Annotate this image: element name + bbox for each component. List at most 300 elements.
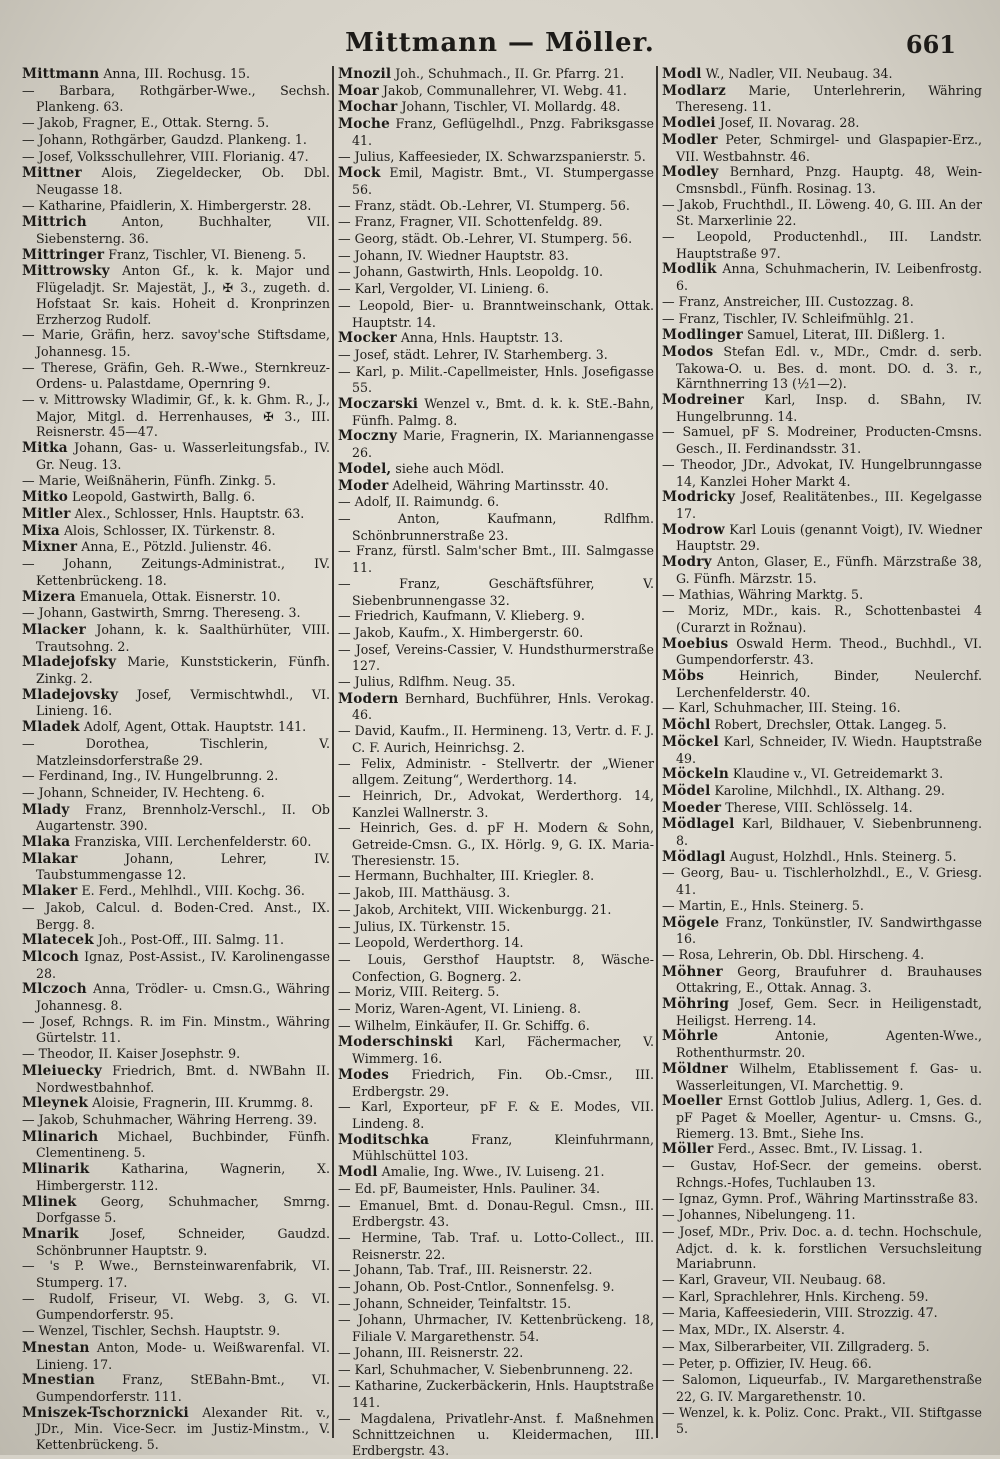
- directory-entry: [662, 311, 982, 328]
- directory-entry: [338, 231, 654, 248]
- directory-entry: [338, 1262, 654, 1279]
- directory-entry: [22, 327, 330, 359]
- directory-entry: [338, 511, 654, 543]
- entry-details: Wilhelm, Etablissement f. Gas- u. Wasserleitungen, VI. Marchettig. 9.: [676, 1060, 982, 1093]
- entry-details: — Adolf, II. Raimundg. 6.: [338, 494, 500, 510]
- entry-surname: Mittringer: [22, 246, 105, 263]
- entry-surname: Mlacker: [22, 621, 86, 638]
- entry-details: Klaudine v., VI. Getreidemarkt 3.: [728, 766, 944, 782]
- entry-surname: Moczny: [338, 428, 398, 445]
- entry-surname: Moeder: [662, 799, 722, 816]
- entry-details: — Leopold, Bier- u. Branntweinschank, Ottak. Hauptstr. 14.: [338, 297, 654, 330]
- directory-entry: [338, 1312, 654, 1344]
- entry-surname: Möckeln: [662, 766, 729, 783]
- entry-details: — Moriz, VIII. Reiterg. 5.: [338, 984, 500, 1000]
- directory-entry: [22, 1291, 330, 1323]
- directory-entry: [662, 783, 982, 800]
- directory-entry: [22, 851, 330, 883]
- entry-details: Karl, Schneider, IV. Wiedn. Hauptstraße 49.: [676, 733, 982, 766]
- entry-details: Franz, Tonkünstler, IV. Sandwirthgasse 16.: [676, 914, 982, 947]
- entry-details: Heinrich, Binder, Neulerchf. Lerchenfelderstr. 40.: [676, 668, 982, 700]
- directory-entry: [338, 364, 654, 396]
- entry-details: — Jakob, Fragner, E., Ottak. Sterng. 5.: [22, 115, 270, 131]
- entry-surname: Mitler: [22, 505, 71, 522]
- entry-details: Friedrich, Fin. Ob.-Cmsr., III. Erdbergstr. 29.: [352, 1066, 654, 1099]
- entry-details: Peter, Schmirgel- und Glaspapier-Erz., VII. Westbahnstr. 46.: [676, 131, 982, 164]
- directory-entry: [662, 915, 982, 947]
- directory-entry: [22, 506, 330, 523]
- entry-details: Joh., Post-Off., III. Salmg. 11.: [93, 932, 284, 948]
- entry-details: — Marie, Weißnäherin, Fünfh. Zinkg. 5.: [22, 472, 277, 488]
- directory-entry: [338, 788, 654, 820]
- directory-entry: [662, 1141, 982, 1158]
- entry-surname: Mleynek: [22, 1095, 89, 1112]
- entry-details: Adolf, Agent, Ottak. Hauptstr. 141.: [79, 719, 307, 735]
- entry-details: — Theodor, JDr., Advokat, IV. Hungelbrunngasse 14, Kanzlei Hoher Markt 4.: [662, 456, 982, 489]
- directory-entry: [338, 642, 654, 674]
- entry-details: Ernst Gottlob Julius, Adlerg. 1, Ges. d. pF Paget & Moeller, Agentur- u. Cmsns. G., Riemerg. 13. Bmt., Siehe Ins.: [676, 1093, 982, 1141]
- directory-entry: [338, 984, 654, 1001]
- directory-entry: [338, 198, 654, 215]
- entry-details: Alex., Schlosser, Hnls. Hauptstr. 63.: [70, 505, 305, 521]
- entry-details: — Johann, Schneider, Teinfaltstr. 15.: [338, 1295, 572, 1311]
- directory-entry: [338, 1198, 654, 1230]
- entry-surname: Modricky: [662, 489, 736, 506]
- directory-entry: [662, 66, 982, 83]
- entry-details: — Georg, städt. Ob.-Lehrer, VI. Stumperg. 56.: [338, 231, 633, 247]
- directory-entry: [22, 1112, 330, 1129]
- directory-entry: [22, 556, 330, 588]
- directory-entry: [662, 327, 982, 344]
- directory-entry: [22, 1014, 330, 1046]
- directory-entry: [338, 149, 654, 166]
- entry-details: Karl, Bildhauer, V. Siebenbrunneng. 8.: [676, 816, 982, 849]
- directory-entry: [22, 247, 330, 264]
- directory-entry: [662, 1305, 982, 1322]
- entry-surname: Moche: [338, 116, 390, 133]
- directory-entry: [338, 347, 654, 364]
- entry-details: — Wenzel, Tischler, Sechsh. Hauptstr. 9.: [22, 1323, 281, 1339]
- entry-details: Franz, Tischler, VI. Bieneng. 5.: [104, 246, 307, 262]
- entry-details: Jakob, Communallehrer, VI. Webg. 41.: [378, 82, 627, 98]
- entry-details: Alois, Ziegeldecker, Ob. Dbl. Neugasse 18.: [36, 165, 330, 197]
- directory-entry: [22, 1095, 330, 1112]
- entry-surname: Moar: [338, 82, 379, 99]
- directory-entry: [338, 674, 654, 691]
- entry-details: Michael, Buchbinder, Fünfh. Clementineng. 5.: [36, 1128, 330, 1161]
- directory-entry: [22, 115, 330, 132]
- entry-details: Therese, VIII. Schlösselg. 14.: [721, 799, 913, 815]
- entry-details: Karl, Fächermacher, V. Wimmerg. 16.: [352, 1034, 654, 1067]
- directory-entry: [662, 1372, 982, 1404]
- entry-surname: Mlczoch: [22, 981, 87, 998]
- entry-details: Karoline, Milchhdl., IX. Althang. 29.: [710, 782, 945, 798]
- entry-surname: Mladek: [22, 719, 80, 736]
- entry-details: — Friedrich, Kaufmann, V. Klieberg. 9.: [338, 608, 585, 624]
- entry-surname: Mlinarich: [22, 1128, 99, 1145]
- directory-entry: [22, 1323, 330, 1340]
- column-divider: [332, 66, 334, 1438]
- entry-surname: Mixner: [22, 539, 78, 556]
- entry-details: Joh., Schuhmach., II. Gr. Pfarrg. 21.: [391, 66, 625, 81]
- entry-surname: Mlaker: [22, 883, 78, 900]
- directory-entry: [22, 1226, 330, 1258]
- entry-surname: Mlatecek: [22, 932, 94, 949]
- directory-entry: [662, 717, 982, 734]
- directory-entry: [662, 1224, 982, 1272]
- entry-surname: Mocker: [338, 330, 397, 347]
- directory-entry: [338, 820, 654, 868]
- entry-details: Franz, StEBahn-Bmt., VI. Gumpendorferstr. 111.: [36, 1372, 330, 1404]
- directory-entry: [338, 478, 654, 495]
- directory-entry: [22, 719, 330, 736]
- entry-details: Robert, Drechsler, Ottak. Langeg. 5.: [710, 717, 947, 733]
- entry-details: Amalie, Ing. Wwe., IV. Luiseng. 21.: [377, 1164, 605, 1180]
- directory-entry: [338, 935, 654, 952]
- entry-surname: Mizera: [22, 588, 76, 605]
- column-1: [22, 66, 330, 1453]
- entry-details: — 's P. Wwe., Bernsteinwarenfabrik, VI. Stumperg. 17.: [22, 1258, 330, 1291]
- entry-details: — Franz, Anstreicher, III. Custozzag. 8.: [662, 293, 914, 309]
- entry-surname: Mlinek: [22, 1193, 77, 1210]
- entry-surname: Mnestian: [22, 1372, 95, 1389]
- entry-details: — Franz, Geschäftsführer, V. Siebenbrunnengasse 32.: [338, 575, 654, 608]
- entry-surname: Moeller: [662, 1093, 723, 1110]
- entry-surname: Mittner: [22, 165, 82, 182]
- entry-details: — Felix, Administr. - Stellvertr. der „Wiener allgem. Zeitung“, Werderthorg. 14.: [338, 755, 654, 788]
- directory-entry: [338, 461, 654, 478]
- directory-entry: [22, 539, 330, 556]
- directory-entry: [338, 1411, 654, 1459]
- entry-surname: Mitka: [22, 440, 68, 457]
- directory-entry: [22, 1194, 330, 1226]
- directory-entry: [662, 83, 982, 115]
- directory-entry: [22, 932, 330, 949]
- entry-details: — Therese, Gräfin, Geh. R.-Wwe., Sternkreuz-Ordens- u. Palastdame, Opernring 9.: [22, 359, 330, 392]
- entry-details: — Samuel, pF S. Modreiner, Producten-Cmsns. Gesch., II. Ferdinandsstr. 31.: [662, 424, 982, 457]
- entry-details: Franz, Kleinfuhrmann, Mühlschüttel 103.: [352, 1131, 654, 1164]
- entry-details: — Heinrich, Ges. d. pF H. Modern & Sohn, Getreide-Cmsn. G., IX. Hörlg. 9, G. IX. Maria-Theresienstr. 15.: [338, 820, 654, 868]
- directory-entry: [22, 1340, 330, 1372]
- entry-surname: Mittrich: [22, 214, 87, 231]
- directory-entry: [22, 473, 330, 490]
- entry-details: Emanuela, Ottak. Eisnerstr. 10.: [75, 588, 281, 604]
- entry-details: — Johann, III. Reisnerstr. 22.: [338, 1344, 524, 1360]
- entry-details: — Barbara, Rothgärber-Wwe., Sechsh. Plankeng. 63.: [22, 82, 330, 115]
- entry-surname: Mlady: [22, 801, 70, 818]
- entry-details: — Johann, IV. Wiedner Hauptstr. 83.: [338, 247, 569, 263]
- entry-surname: Modrow: [662, 521, 725, 538]
- entry-details: — Julius, Kaffeesieder, IX. Schwarzspanierstr. 5.: [338, 148, 646, 164]
- directory-entry: [662, 424, 982, 456]
- directory-entry: [338, 83, 654, 100]
- entry-details: — Josef, Vereins-Cassier, V. Hundsthurmerstraße 127.: [338, 641, 654, 674]
- entry-details: Johann, Lehrer, IV. Taubstummengasse 12.: [36, 850, 330, 883]
- directory-entry: [338, 165, 654, 197]
- directory-entry: [338, 543, 654, 575]
- entry-details: Franziska, VIII. Lerchenfelderstr. 60.: [70, 834, 312, 850]
- directory-entry: [662, 1061, 982, 1093]
- entry-details: — Wilhelm, Einkäufer, II. Gr. Schiffg. 6.: [338, 1017, 590, 1033]
- directory-entry: [338, 330, 654, 347]
- entry-surname: Modl: [338, 1164, 378, 1181]
- entry-surname: Möbs: [662, 668, 705, 685]
- entry-surname: Moczarski: [338, 396, 419, 413]
- entry-details: — Mathias, Währing Marktg. 5.: [662, 586, 864, 602]
- directory-entry: [22, 1161, 330, 1193]
- entry-details: Josef, II. Novarag. 28.: [715, 115, 860, 131]
- entry-details: Johann, Gas- u. Wasserleitungsfab., IV. Gr. Neug. 13.: [36, 440, 330, 472]
- page-header: [0, 28, 1000, 68]
- directory-entry: [662, 947, 982, 964]
- directory-entry: [338, 902, 654, 919]
- directory-entry: [22, 165, 330, 197]
- directory-entry: [22, 1405, 330, 1453]
- entry-details: — Johannes, Nibelungeng. 11.: [662, 1207, 856, 1223]
- directory-entry: [662, 668, 982, 700]
- entry-details: — Franz, Fragner, VII. Schottenfeldg. 89.: [338, 214, 603, 230]
- entry-details: Emil, Magistr. Bmt., VI. Stumpergasse 56.: [352, 165, 654, 197]
- entry-surname: Modl: [662, 66, 702, 82]
- entry-surname: Modry: [662, 554, 712, 571]
- directory-entry: [22, 883, 330, 900]
- entry-details: Oswald Herm. Theod., Buchhdl., VI. Gumpendorferstr. 43.: [676, 635, 982, 668]
- entry-details: Friedrich, Bmt. d. NWBahn II. Nordwestbahnhof.: [36, 1062, 330, 1095]
- directory-entry: [662, 700, 982, 717]
- directory-entry: [338, 1296, 654, 1313]
- directory-entry: [338, 1230, 654, 1262]
- entry-details: — Katharine, Zuckerbäckerin, Hnls. Hauptstraße 141.: [338, 1378, 654, 1410]
- directory-entry: [22, 834, 330, 851]
- entry-details: — Karl, Exporteur, pF F. & E. Modes, VII. Lindeng. 8.: [338, 1099, 654, 1131]
- entry-details: — Salomon, Liqueurfab., IV. Margarethenstraße 22, G. IV. Margarethenstr. 10.: [662, 1372, 982, 1404]
- directory-entry: [338, 1279, 654, 1296]
- directory-entry: [662, 603, 982, 635]
- directory-entry: [338, 1181, 654, 1198]
- entry-details: — Johann, Ob. Post-Cntlor., Sonnenfelsg. 9.: [338, 1279, 615, 1295]
- directory-entry: [22, 687, 330, 719]
- entry-details: Anna, III. Rochusg. 15.: [99, 66, 250, 81]
- directory-entry: [662, 1272, 982, 1289]
- directory-entry: [22, 1129, 330, 1161]
- entry-details: Karl, Insp. d. SBahn, IV. Hungelbrunng. 14.: [676, 392, 982, 424]
- entry-surname: Modern: [338, 690, 399, 707]
- entry-details: — Max, MDr., IX. Alserstr. 4.: [662, 1322, 845, 1338]
- entry-details: — Moriz, Waren-Agent, VI. Linieng. 8.: [338, 1001, 582, 1017]
- directory-entry: [662, 457, 982, 489]
- directory-entry: [338, 1164, 654, 1181]
- entry-details: — Johann, Rothgärber, Gaudzd. Plankeng. 1.: [22, 131, 307, 147]
- entry-details: — Josef, Volksschullehrer, VIII. Florianig. 47.: [22, 148, 309, 164]
- entry-details: — Magdalena, Privatlehr-Anst. f. Maßnehmen Schnittzeichnen u. Kleidermachen, III. Erdbergstr. 43.: [338, 1410, 654, 1459]
- entry-surname: Modlei: [662, 115, 716, 132]
- entry-details: — Rosa, Lehrerin, Ob. Dbl. Hirscheng. 4.: [662, 946, 925, 962]
- directory-entry: [662, 1356, 982, 1373]
- entry-details: — Maria, Kaffeesiederin, VIII. Strozzig. 47.: [662, 1305, 938, 1321]
- entry-details: Samuel, Literat, III. Dißlerg. 1.: [742, 327, 946, 343]
- entry-details: — Johann, Schneider, IV. Hechteng. 6.: [22, 784, 265, 800]
- entry-details: — Peter, p. Offizier, IV. Heug. 66.: [662, 1355, 872, 1371]
- entry-details: Anna, Hnls. Hauptstr. 13.: [396, 330, 564, 346]
- directory-entry: [22, 654, 330, 686]
- directory-entry: [338, 66, 654, 83]
- entry-details: — Josef, städt. Lehrer, IV. Starhemberg. 3.: [338, 346, 608, 362]
- directory-entry: [338, 99, 654, 116]
- directory-entry: [338, 1132, 654, 1164]
- entry-details: — Wenzel, k. k. Poliz. Conc. Prakt., VII. Stiftgasse 5.: [662, 1404, 982, 1437]
- directory-entry: [338, 214, 654, 231]
- directory-entry: [662, 766, 982, 783]
- directory-entry: [22, 263, 330, 327]
- entry-details: Stefan Edl. v., MDr., Cmdr. d. serb. Takowa-O. u. Bes. d. mont. DO. d. 3. r., Kärnthnerring 13 (½1—2).: [676, 343, 982, 392]
- entry-surname: Mlinarik: [22, 1161, 90, 1178]
- entry-surname: Mnestan: [22, 1339, 90, 1356]
- entry-surname: Mögele: [662, 914, 720, 931]
- directory-entry: [662, 522, 982, 554]
- directory-entry: [662, 1289, 982, 1306]
- directory-entry: [22, 1372, 330, 1404]
- directory-entry: [662, 132, 982, 164]
- entry-details: — Katharine, Pfaidlerin, X. Himbergerstr. 28.: [22, 197, 312, 213]
- entry-details: — Karl, Vergolder, VI. Linieng. 6.: [338, 281, 550, 297]
- directory-entry: [22, 736, 330, 768]
- entry-details: — Jakob, Schuhmacher, Währing Herreng. 39.: [22, 1112, 317, 1127]
- entry-details: — Jakob, III. Matthäusg. 3.: [338, 885, 511, 901]
- directory-entry: [22, 802, 330, 834]
- directory-entry: [662, 392, 982, 424]
- entry-details: — Anton, Kaufmann, Rdlfhm. Schönbrunnerstraße 23.: [338, 510, 654, 543]
- entry-details: — Johann, Uhrmacher, IV. Kettenbrückeng. 18, Filiale V. Margarethenstr. 54.: [338, 1312, 654, 1345]
- entry-surname: Mniszek-Tschorznicki: [22, 1404, 189, 1421]
- directory-entry: [338, 1378, 654, 1410]
- directory-entry: [338, 952, 654, 984]
- entry-details: — Theodor, II. Kaiser Josephstr. 9.: [22, 1046, 241, 1062]
- entry-surname: Mlcoch: [22, 948, 79, 965]
- entry-surname: Mnarik: [22, 1225, 79, 1242]
- directory-entry: [662, 1339, 982, 1356]
- directory-entry: [662, 849, 982, 866]
- entry-details: — Georg, Bau- u. Tischlerholzhdl., E., V. Griesg. 41.: [662, 865, 982, 898]
- directory-entry: [22, 900, 330, 932]
- entry-details: — Rudolf, Friseur, VI. Webg. 3, G. VI. Gumpendorferstr. 95.: [22, 1290, 330, 1323]
- directory-entry: [22, 622, 330, 654]
- directory-entry: [662, 800, 982, 817]
- entry-surname: Modlik: [662, 261, 717, 278]
- directory-entry: [338, 919, 654, 936]
- entry-details: — Max, Silberarbeiter, VII. Zillgraderg. 5.: [662, 1338, 930, 1354]
- entry-details: Josef, Gem. Secr. in Heiligenstadt, Heiligst. Herreng. 14.: [676, 996, 982, 1028]
- directory-entry: [22, 1258, 330, 1290]
- entry-details: — Emanuel, Bmt. d. Donau-Regul. Cmsn., III. Erdbergstr. 43.: [338, 1197, 654, 1230]
- directory-entry: [662, 294, 982, 311]
- directory-entry: [22, 1046, 330, 1063]
- entry-surname: Mixa: [22, 522, 60, 539]
- entry-details: — Josef, Rchngs. R. im Fin. Minstm., Währing Gürtelstr. 11.: [22, 1013, 330, 1046]
- entry-details: — Karl, Schuhmacher, III. Steing. 16.: [662, 700, 901, 716]
- directory-entry: [338, 1362, 654, 1379]
- directory-entry: [338, 691, 654, 723]
- directory-entry: [22, 132, 330, 149]
- entry-details: — Josef, MDr., Priv. Doc. a. d. techn. Hochschule, Adjct. d. k. k. forstlichen Versuchsleitung Mariabrunn.: [662, 1223, 982, 1272]
- entry-details: — Marie, Gräfin, herz. savoy'sche Stiftsdame, Johannesg. 15.: [22, 327, 330, 359]
- entry-surname: Möller: [662, 1141, 714, 1158]
- entry-surname: Modlarz: [662, 82, 726, 99]
- directory-entry: [338, 1345, 654, 1362]
- entry-surname: Modley: [662, 164, 719, 181]
- directory-entry: [662, 1191, 982, 1208]
- entry-details: — Johann, Tab. Traf., III. Reisnerstr. 22.: [338, 1262, 593, 1278]
- directory-entry: [662, 734, 982, 766]
- directory-entry: [662, 1322, 982, 1339]
- entry-details: siehe auch Mödl.: [391, 460, 505, 476]
- entry-details: — Karl, Sprachlehrer, Hnls. Kircheng. 59.: [662, 1288, 929, 1304]
- directory-entry: [338, 625, 654, 642]
- entry-details: — Dorothea, Tischlerin, V. Matzleinsdorferstraße 29.: [22, 735, 330, 768]
- entry-surname: Möldner: [662, 1060, 728, 1077]
- entry-surname: Mitko: [22, 489, 68, 506]
- entry-details: — Gustav, Hof-Secr. der gemeins. oberst. Rchngs.-Hofes, Tuchlauben 13.: [662, 1158, 982, 1190]
- entry-details: Georg, Schuhmacher, Smrng. Dorfgasse 5.: [36, 1193, 330, 1226]
- entry-details: Anton, Buchhalter, VII. Siebensterng. 36.: [36, 214, 330, 247]
- entry-details: — v. Mittrowsky Wladimir, Gf., k. k. Ghm. R., J., Major, Mitgl. d. Herrenhauses, ✠ 3., III. Reisnerstr. 45—47.: [22, 392, 330, 440]
- entry-details: — Julius, IX. Türkenstr. 15.: [338, 918, 511, 934]
- entry-details: Anna, Schuhmacherin, IV. Leibenfrostg. 6.: [676, 261, 982, 294]
- directory-entry: [662, 816, 982, 848]
- running-title: Mittmann — Möller.: [345, 28, 655, 58]
- directory-entry: [662, 344, 982, 392]
- directory-entry: [22, 981, 330, 1013]
- entry-details: Bernhard, Buchführer, Hnls. Verokag. 46.: [352, 690, 654, 723]
- entry-surname: Moebius: [662, 635, 729, 652]
- entry-details: Franz, Brennholz-Verschl., II. Ob Augartenstr. 390.: [36, 801, 330, 834]
- entry-surname: Modos: [662, 343, 714, 360]
- entry-details: — Karl, p. Milit.-Capellmeister, Hnls. Josefigasse 55.: [338, 363, 654, 396]
- entry-details: Marie, Unterlehrerin, Währing Thereseng. 11.: [676, 82, 982, 115]
- entry-surname: Mock: [338, 165, 381, 182]
- directory-entry: [338, 116, 654, 148]
- entry-details: — Julius, Rdlfhm. Neug. 35.: [338, 674, 516, 690]
- entry-details: Josef, Schneider, Gaudzd. Schönbrunner Hauptstr. 9.: [36, 1225, 330, 1258]
- directory-entry: [22, 949, 330, 981]
- entry-surname: Modes: [338, 1066, 389, 1083]
- directory-entry: [22, 440, 330, 472]
- directory-entry: [22, 589, 330, 606]
- column-2: [338, 66, 654, 1459]
- directory-entry: [662, 865, 982, 897]
- entry-details: — Jakob, Architekt, VIII. Wickenburgg. 21.: [338, 901, 612, 917]
- column-divider: [656, 66, 658, 1438]
- directory-entry: [662, 164, 982, 196]
- entry-details: Alois, Schlosser, IX. Türkenstr. 8.: [59, 522, 276, 538]
- directory-entry: [22, 768, 330, 785]
- directory-entry: [338, 1001, 654, 1018]
- directory-entry: [338, 723, 654, 755]
- entry-surname: Mödel: [662, 782, 711, 799]
- directory-entry: [22, 523, 330, 540]
- directory-entry: [338, 264, 654, 281]
- entry-surname: Mladejofsky: [22, 654, 117, 671]
- entry-surname: Mödlagel: [662, 816, 735, 833]
- entry-details: — Jakob, Kaufm., X. Himbergerstr. 60.: [338, 624, 584, 640]
- entry-details: Adelheid, Währing Martinsstr. 40.: [388, 477, 609, 493]
- directory-entry: [662, 1405, 982, 1437]
- directory-entry: [338, 885, 654, 902]
- entry-details: — Franz, fürstl. Salm'scher Bmt., III. Salmgasse 11.: [338, 543, 654, 576]
- directory-entry: [22, 198, 330, 215]
- entry-details: Marie, Kunststickerin, Fünfh. Zinkg. 2.: [36, 654, 330, 687]
- directory-entry: [662, 1158, 982, 1190]
- entry-details: — Moriz, MDr., kais. R., Schottenbastei 4 (Curarzt in Rožnau).: [662, 603, 982, 635]
